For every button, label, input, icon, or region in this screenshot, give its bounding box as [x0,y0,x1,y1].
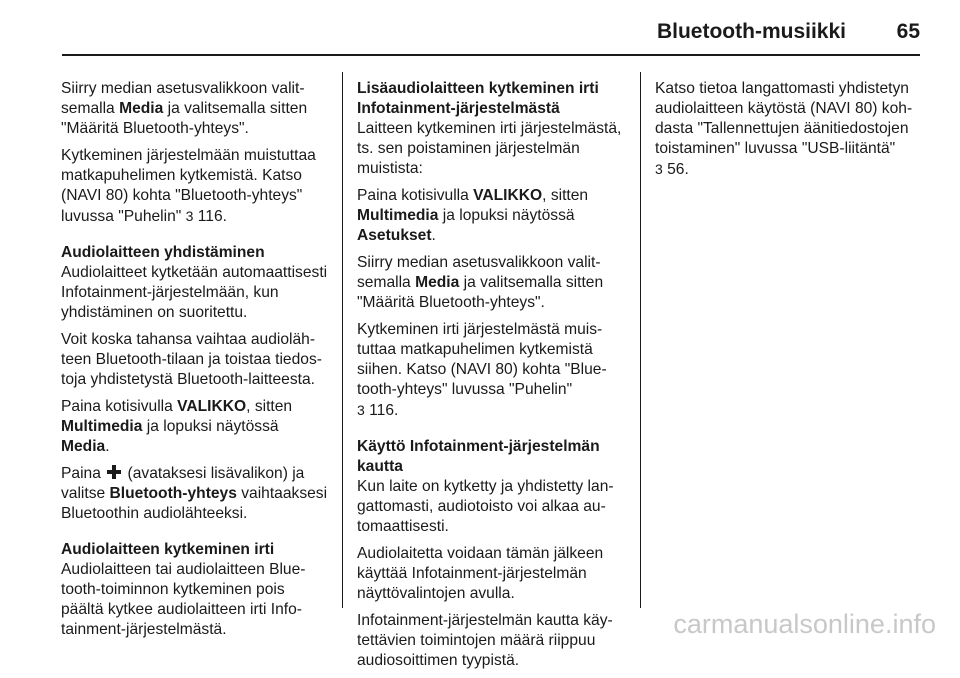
menu-term: Multimedia [357,207,439,224]
page-header [62,14,920,56]
column-1 [61,79,329,647]
paragraph [357,320,625,421]
page-reference: 56. [662,161,689,178]
paragraph: Audiolaitetta voidaan tämän jälkeen käyttää Infotainment-järjestelmän näyttövalintojen avulla. [357,545,604,602]
paragraph: Infotainment-järjestelmän kautta käytettävien toimintojen määrä riippuu audiosoittimen tyypistä. [357,612,613,669]
column-3 [655,79,927,187]
column-2 [357,79,625,678]
page-reference-icon: 3 [185,208,194,224]
paragraph [61,397,329,457]
text: ja lopuksi näytössä [438,207,575,224]
text: Kytkeminen irti järjestelmästä muistuttaa matkapuhelimen kytkemistä siihen. Katso (NAVI 80) kohta "Bluetooth-yhteys" luvussa "Puhelin" [357,321,607,398]
paragraph: Voit koska tahansa vaihtaa audiolähteen Bluetooth-tilaan ja toistaa tiedostoja yhdistetystä Bluetooth-laitteesta. [61,331,322,388]
text: Paina kotisivulla [357,187,474,204]
text: , sitten [542,187,589,204]
section-heading: Käyttö Infotainment-järjestelmän kautta [357,438,600,475]
text: (avataksesi lisävalikon) ja valitse [61,465,305,502]
menu-term: Media [415,274,460,291]
page-reference-icon: 3 [357,402,365,418]
paragraph [357,253,625,313]
text: . [431,227,436,244]
paragraph [655,79,927,180]
text: Paina kotisivulla [61,398,178,415]
text: ja lopuksi näytössä [142,418,279,435]
text: ja valitsemalla sitten "Määritä Bluetooth-yhteys". [61,100,308,137]
text: , sitten [246,398,293,415]
paragraph: Kun laite on kytketty ja yhdistetty langattomasti, audiotoisto voi alkaa automaattisesti. [357,478,614,535]
section-heading: Audiolaitteen kytkeminen irti [61,541,275,558]
column-divider [342,72,343,608]
menu-term: Media [61,438,106,455]
menu-term: VALIKKO [473,187,543,204]
page-reference: 116. [364,402,399,419]
paragraph [61,79,329,139]
page-title: Bluetooth-musiikki [656,20,846,43]
page-reference-icon: 3 [655,161,663,177]
text: . [105,438,110,455]
menu-term: Media [119,100,164,117]
menu-term: Bluetooth-yhteys [109,485,237,502]
section-heading: Lisäaudiolaitteen kytkeminen irti Infotainment-järjestelmästä [357,80,599,117]
text: Siirry median asetusvalikkoon valitsemalla [357,254,601,291]
paragraph [357,186,625,246]
section-heading: Audiolaitteen yhdistäminen [61,244,265,261]
page-number: 65 [896,20,920,43]
text: ja valitsemalla sitten "Määritä Bluetooth-yhteys". [357,274,604,311]
plus-icon [107,465,121,479]
paragraph: Laitteen kytkeminen irti järjestelmästä, ts. sen poistaminen järjestelmän muistista: [357,120,622,177]
text: Kytkeminen järjestelmään muistuttaa matkapuhelimen kytkemistä. Katso (NAVI 80) kohta "Bluetooth-yhteys" luvussa "Puhelin" [61,147,316,225]
menu-term: Asetukset [357,227,432,244]
text: Paina [61,465,106,482]
text: vaihtaaksesi Bluetoothin audiolähteeksi. [61,485,328,522]
text: Siirry median asetusvalikkoon valitsemalla [61,80,305,117]
paragraph: Audiolaitteen tai audiolaitteen Bluetooth-toiminnon kytkeminen pois päältä kytkee audiolaitteen irti Infotainment-järjestelmästä. [61,561,306,638]
paragraph [61,464,329,524]
watermark: carmanualsonline.info [673,609,936,639]
paragraph [61,146,329,227]
text: Katso tietoa langattomasti yhdistetyn audiolaitteen käytöstä (NAVI 80) kohdasta "Tallennettujen äänitiedostojen toistaminen" luvussa "USB-liitäntä" [655,80,913,157]
page-reference: 116. [193,208,227,225]
menu-term: VALIKKO [177,398,247,415]
menu-term: Multimedia [61,418,143,435]
paragraph: Audiolaitteet kytketään automaattisesti Infotainment-järjestelmään, kun yhdistäminen on suoritettu. [61,264,328,321]
column-divider [640,72,641,608]
